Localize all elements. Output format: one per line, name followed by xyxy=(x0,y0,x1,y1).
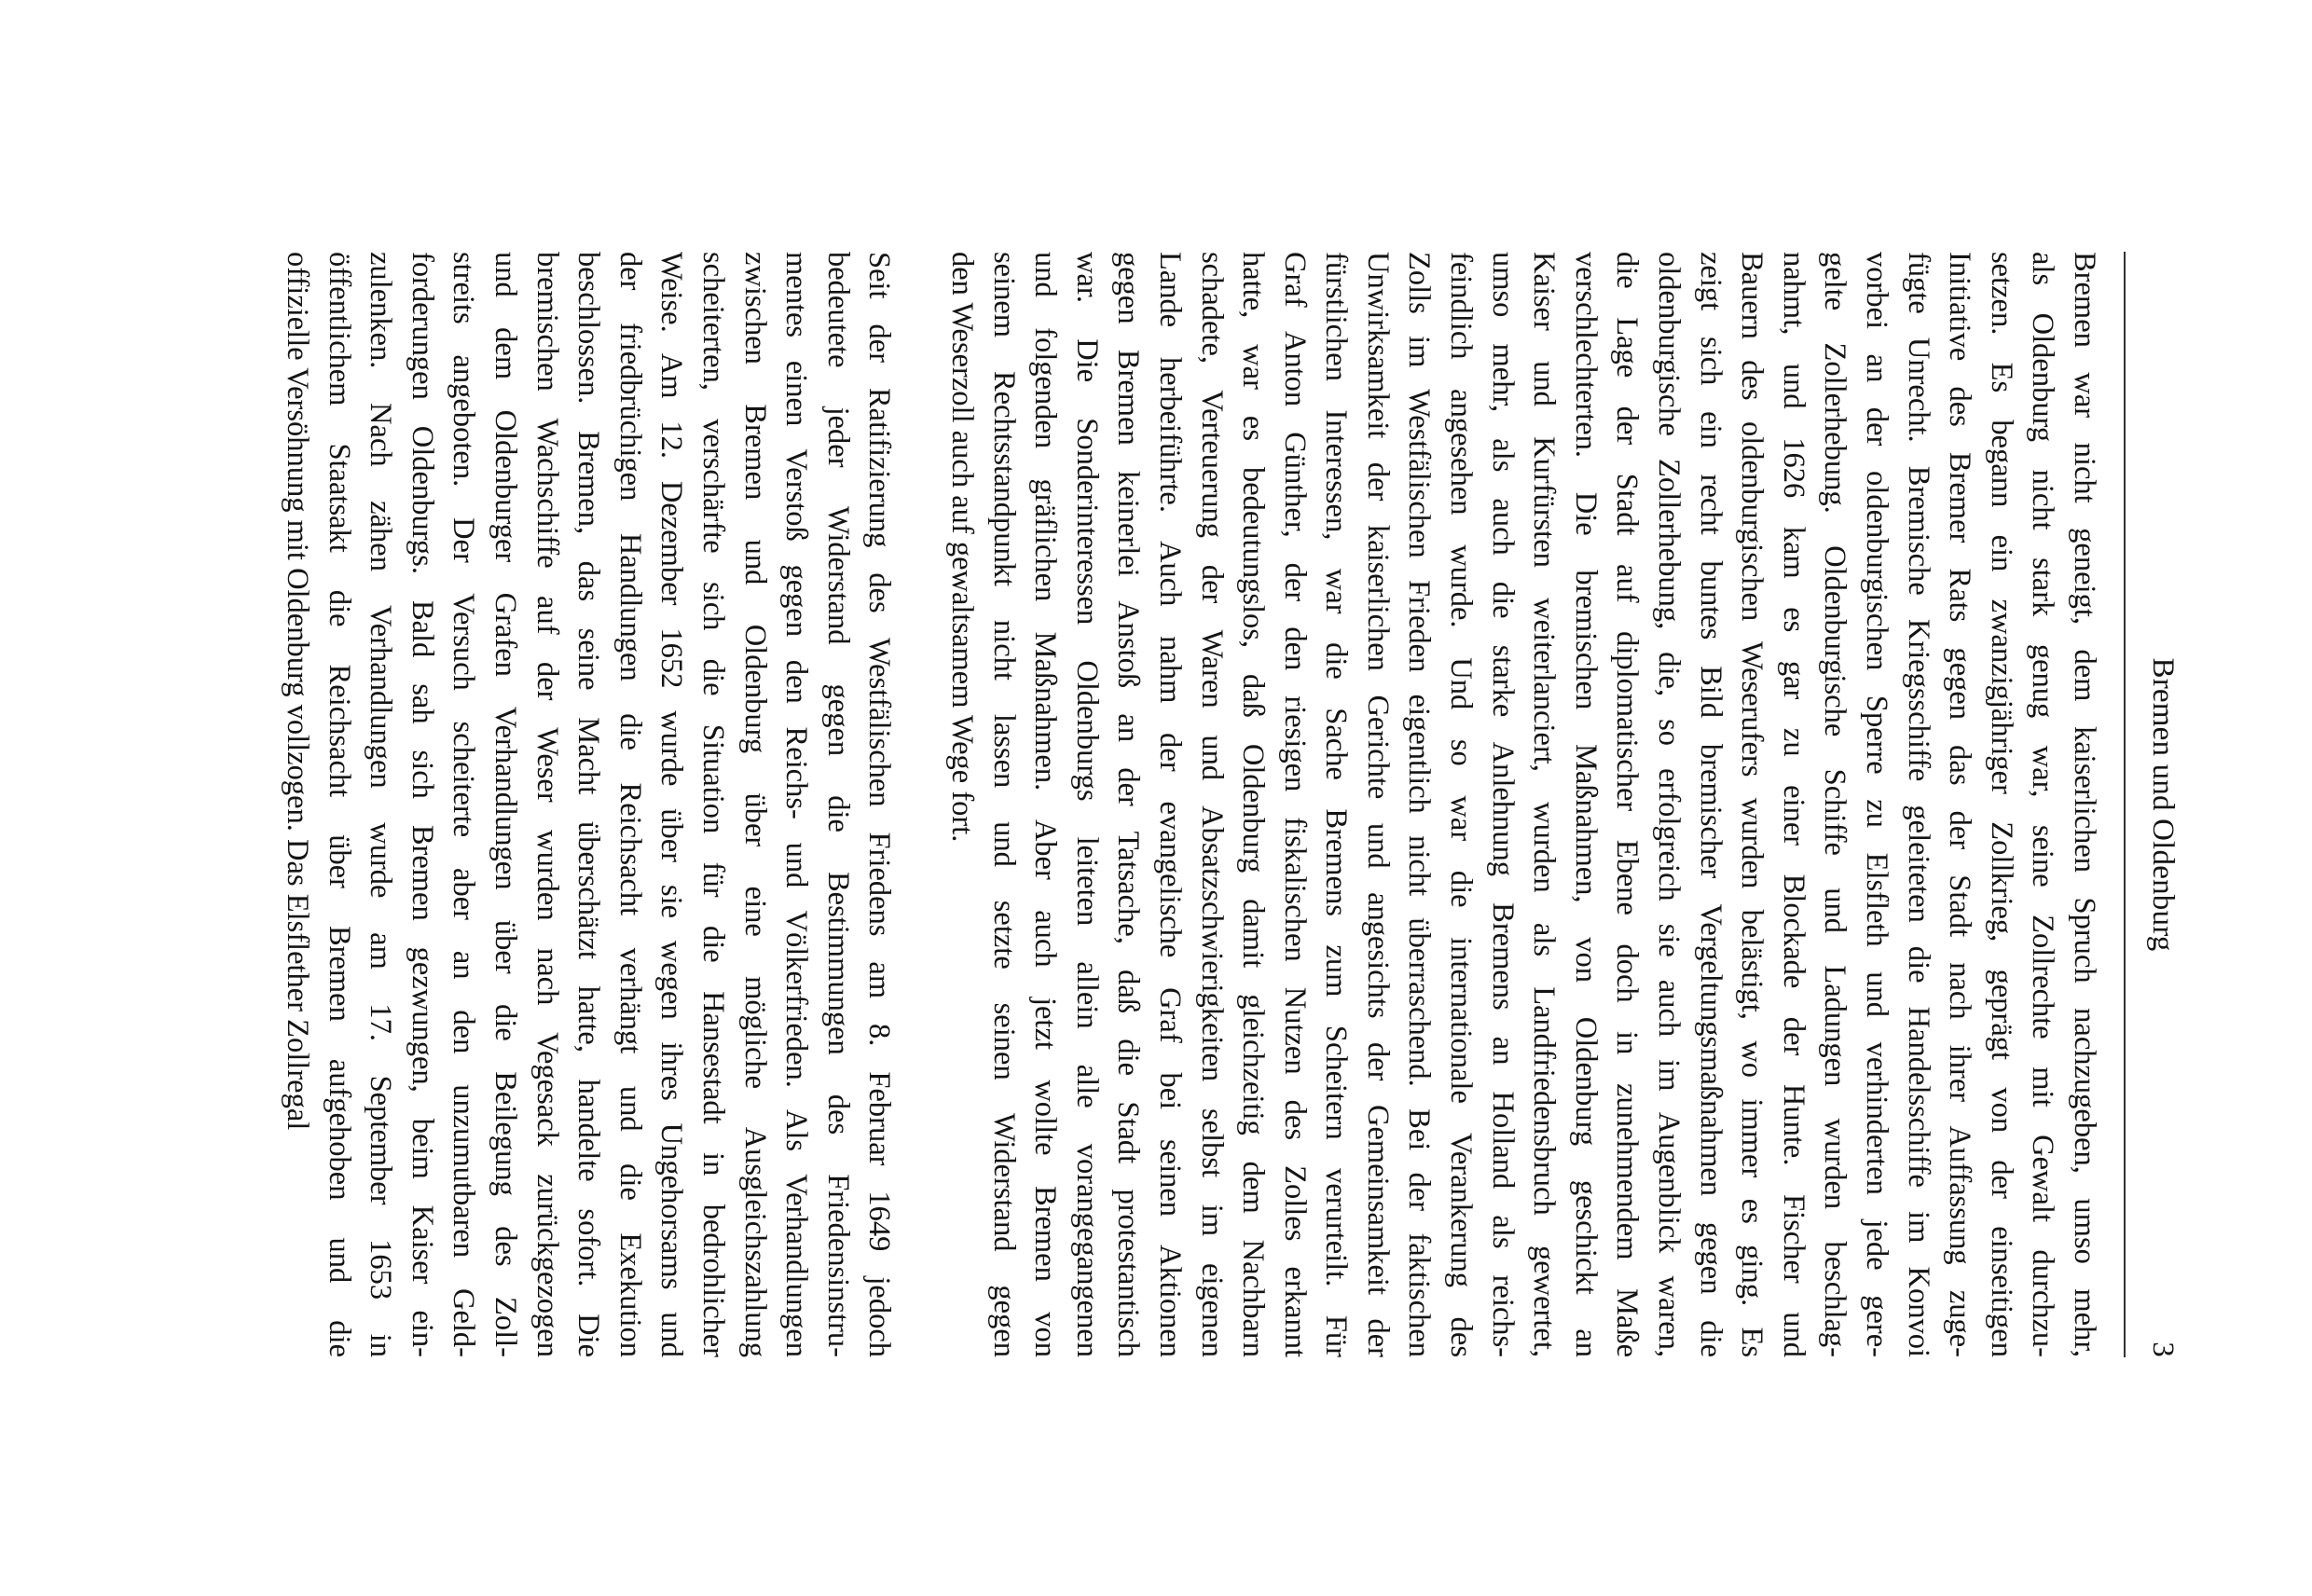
text-line: vorbei an der oldenburgischen Sperre zu Elsfleth und verhinderten jede gere- xyxy=(1860,252,1894,1357)
page-number: 3 xyxy=(2146,1341,2180,1357)
text-line: Bauern des oldenburgischen Weserufers wurden belästigt, wo immer es ging. Es xyxy=(1735,252,1769,1357)
text-line: seinem Rechtsstandpunkt nicht lassen und setzte seinen Widerstand gegen xyxy=(986,252,1021,1357)
text-line: schadete, Verteuerung der Waren und Absatzschwierigkeiten selbst im eigenen xyxy=(1194,252,1229,1357)
text-line: streits angeboten. Der Versuch scheiterte aber an den unzumutbaren Geld- xyxy=(447,252,481,1357)
text-line: zwischen Bremen und Oldenburg über eine mögliche Ausgleichszahlung xyxy=(737,252,772,1357)
text-line: gegen Bremen keinerlei Anstoß an der Tatsache, daß die Stadt protestantisch xyxy=(1111,252,1146,1357)
text-line: mentes einen Verstoß gegen den Reichs- und Völkerfrieden. Als Verhandlungen xyxy=(779,252,814,1357)
text-line: setzen. Es begann ein zwanzigjähriger Zollkrieg, geprägt von der einseitigen xyxy=(1984,252,2018,1357)
running-header xyxy=(2144,252,2181,1357)
header-rule xyxy=(2124,252,2126,1357)
text-line: und folgenden gräflichen Maßnahmen. Aber auch jetzt wollte Bremen von xyxy=(1028,252,1063,1357)
paragraph-gap xyxy=(900,252,941,1357)
text-line: verschlechterten. Die bremischen Maßnahmen, von Oldenburg geschickt an xyxy=(1568,252,1603,1357)
text-line: beschlossen. Bremen, das seine Macht überschätzt hatte, handelte sofort. Die xyxy=(571,252,606,1357)
text-line: forderungen Oldenburgs. Bald sah sich Bremen gezwungen, beim Kaiser ein- xyxy=(405,252,439,1357)
body-text xyxy=(276,252,2105,1357)
text-line: oldenburgische Zollerhebung, die, so erfolgreich sie auch im Augenblick waren, xyxy=(1652,252,1686,1357)
text-line: öffentlichem Staatsakt die Reichsacht über Bremen aufgehoben und die xyxy=(322,252,356,1357)
text-line: offizielle Versöhnung mit Oldenburg vollzogen. Das Elsflether Zollregal xyxy=(281,252,315,1131)
running-title: Bremen und Oldenburg xyxy=(2146,657,2180,952)
text-line: Bremen war nicht geneigt, dem kaiserlichen Spruch nachzugeben, umso mehr, xyxy=(2068,252,2101,1357)
text-line: Kaiser und Kurfürsten weiterlanciert, wurden als Landfriedensbruch gewertet, xyxy=(1527,252,1562,1357)
text-line: bremischen Wachschiffe auf der Weser wurden nach Vegesack zurückgezogen xyxy=(530,252,564,1357)
text-line: zeigt sich ein recht buntes Bild bremischer Vergeltungsmaßnahmen gegen die xyxy=(1693,252,1727,1357)
text-line: und dem Oldenburger Grafen Verhandlungen über die Beilegung des Zoll- xyxy=(489,252,523,1357)
text-line: fügte Unrecht. Bremische Kriegsschiffe geleiteten die Handelsschiffe im Konvoi xyxy=(1901,252,1935,1357)
text-line: Zolls im Westfälischen Frieden eigentlich nicht überraschend. Bei der faktischen xyxy=(1402,252,1437,1357)
text-line: umso mehr, als auch die starke Anlehnung Bremens an Holland als reichs- xyxy=(1485,252,1520,1357)
text-line: als Oldenburg nicht stark genug war, seine Zollrechte mit Gewalt durchzu- xyxy=(2026,252,2060,1357)
text-line: der friedbrüchigen Handlungen die Reichsacht verhängt und die Exekution xyxy=(612,252,647,1357)
text-line: fürstlichen Interessen, war die Sache Bremens zum Scheitern verurteilt. Für xyxy=(1319,252,1354,1357)
text-line: Lande herbeiführte. Auch nahm der evangelische Graf bei seinen Aktionen xyxy=(1152,252,1187,1357)
paragraph xyxy=(276,252,900,1357)
text-line: Initiative des Bremer Rats gegen das der Stadt nach ihrer Auffassung zuge- xyxy=(1943,252,1977,1357)
text-line: feindlich angesehen wurde. Und so war die internationale Verankerung des xyxy=(1444,252,1479,1357)
text-line: zulenken. Nach zähen Verhandlungen wurde am 17. September 1653 in xyxy=(364,252,398,1357)
text-line: gelte Zollerhebung. Oldenburgische Schiffe und Ladungen wurden beschlag- xyxy=(1818,252,1852,1357)
paragraph xyxy=(941,252,2105,1357)
text-line: war. Die Sonderinteressen Oldenburgs leiteten allein alle vorangegangenen xyxy=(1069,252,1104,1357)
text-line: hatte, war es bedeutungslos, daß Oldenburg damit gleichzeitig dem Nachbarn xyxy=(1236,252,1271,1357)
text-line: Seit der Ratifizierung des Westfälischen Friedens am 8. Februar 1649 jedoch xyxy=(862,252,897,1357)
text-line: bedeutete jeder Widerstand gegen die Bestimmungen des Friedensinstru- xyxy=(820,252,855,1357)
text-line: Weise. Am 12. Dezember 1652 wurde über sie wegen ihres Ungehorsams und xyxy=(654,252,689,1357)
text-line: nahmt, und 1626 kam es gar zu einer Blockade der Hunte. Fischer und xyxy=(1776,252,1810,1357)
text-line: die Lage der Stadt auf diplomatischer Ebene doch in zunehmendem Maße xyxy=(1610,252,1645,1357)
text-line: den Weserzoll auch auf gewaltsamem Wege fort. xyxy=(944,252,979,843)
text-line: scheiterten, verschärfte sich die Situation für die Hansestadt in bedrohlicher xyxy=(696,252,730,1357)
text-line: Unwirksamkeit der kaiserlichen Gerichte und angesichts der Gemeinsamkeit der xyxy=(1360,252,1395,1357)
text-line: Graf Anton Günther, der den riesigen fiskalischen Nutzen des Zolles erkannt xyxy=(1277,252,1312,1357)
